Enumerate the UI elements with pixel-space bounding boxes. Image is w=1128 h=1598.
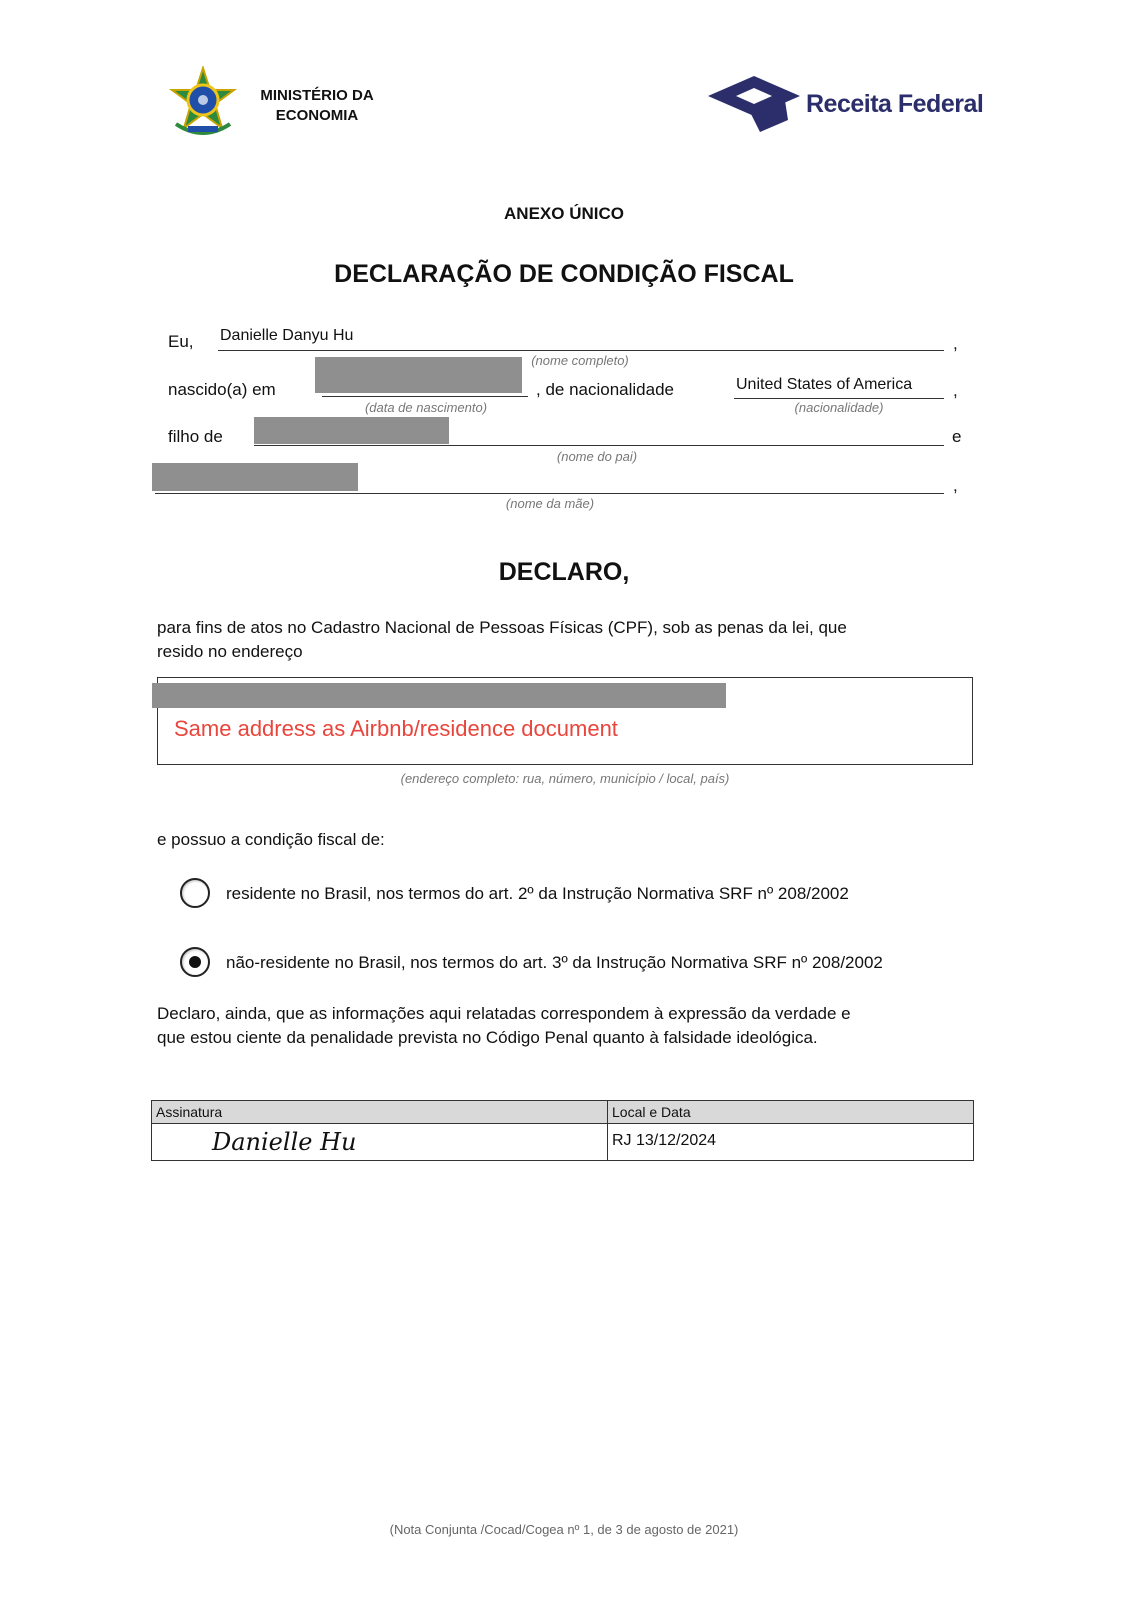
full-name-field[interactable]: Danielle Danyu Hu	[220, 327, 354, 344]
birthdate-underline	[322, 396, 528, 397]
father-name-underline	[254, 445, 944, 446]
father-hint: (nome do pai)	[556, 449, 638, 464]
place-date-header: Local e Data	[608, 1101, 974, 1124]
born-label: nascido(a) em	[168, 380, 276, 399]
intro-line-1: para fins de atos no Cadastro Nacional de Pessoas Físicas (CPF), sob as penas da lei, que	[157, 618, 847, 637]
annex-label: ANEXO ÚNICO	[504, 204, 624, 223]
nationality-underline	[734, 398, 944, 399]
nationality-field[interactable]: United States of America	[736, 376, 913, 393]
eu-label: Eu,	[168, 332, 194, 351]
nationality-hint: (nacionalidade)	[794, 400, 884, 415]
ministry-name	[252, 86, 382, 126]
nonresident-radio[interactable]	[180, 947, 210, 977]
signature-cell[interactable]	[152, 1124, 608, 1161]
radio-selected-dot	[189, 956, 201, 968]
place-date-value: RJ 13/12/2024	[612, 1132, 717, 1149]
page-title: DECLARAÇÃO DE CONDIÇÃO FISCAL	[334, 260, 794, 288]
closing-paragraph	[157, 1002, 851, 1050]
declaro-heading: DECLARO,	[498, 558, 630, 586]
comma-1: ,	[953, 334, 958, 353]
resident-option-label: residente no Brasil, nos termos do art. 2º da Instrução Normativa SRF nº 208/2002	[226, 884, 849, 903]
comma-2: ,	[953, 381, 958, 400]
nonresident-option-label: não-residente no Brasil, nos termos do art. 3º da Instrução Normativa SRF nº 208/2002	[226, 953, 883, 972]
receita-federal-logo-icon	[708, 76, 804, 134]
intro-line-2: resido no endereço	[157, 642, 303, 661]
and-label: e	[952, 427, 962, 446]
declaration-intro	[157, 616, 847, 664]
closing-line-1: Declaro, ainda, que as informações aqui relatadas correspondem à expressão da verdade e	[157, 1004, 851, 1023]
full-name-hint: (nome completo)	[531, 353, 629, 368]
address-hint: (endereço completo: rua, número, município / local, país)	[400, 771, 730, 786]
birthdate-hint: (data de nascimento)	[364, 400, 488, 415]
address-redaction	[152, 683, 726, 708]
mother-hint: (nome da mãe)	[505, 496, 595, 511]
resident-radio[interactable]	[180, 878, 210, 908]
full-name-underline	[218, 350, 944, 351]
ministry-line-2: ECONOMIA	[275, 107, 359, 124]
agency-name: Receita Federal	[806, 90, 984, 118]
mother-name-redaction	[152, 463, 358, 491]
signature-table	[151, 1100, 974, 1161]
father-name-redaction	[254, 417, 449, 444]
comma-3: ,	[953, 476, 958, 495]
ministry-line-1: MINISTÉRIO DA	[260, 87, 374, 104]
fiscal-label: e possuo a condição fiscal de:	[157, 830, 385, 849]
signature: Danielle Hu	[212, 1128, 357, 1156]
mother-name-underline	[155, 493, 944, 494]
closing-line-2: que estou ciente da penalidade prevista no Código Penal quanto à falsidade ideológica.	[157, 1028, 818, 1047]
father-label: filho de	[168, 427, 223, 446]
footer-note: (Nota Conjunta /Cocad/Cogea nº 1, de 3 de agosto de 2021)	[389, 1522, 739, 1537]
signature-header: Assinatura	[152, 1101, 608, 1124]
birthdate-redaction	[315, 357, 522, 393]
nationality-label: , de nacionalidade	[536, 380, 675, 399]
address-note: Same address as Airbnb/residence document	[174, 716, 618, 741]
coat-of-arms-logo	[166, 66, 240, 140]
place-date-cell[interactable]	[608, 1124, 974, 1161]
